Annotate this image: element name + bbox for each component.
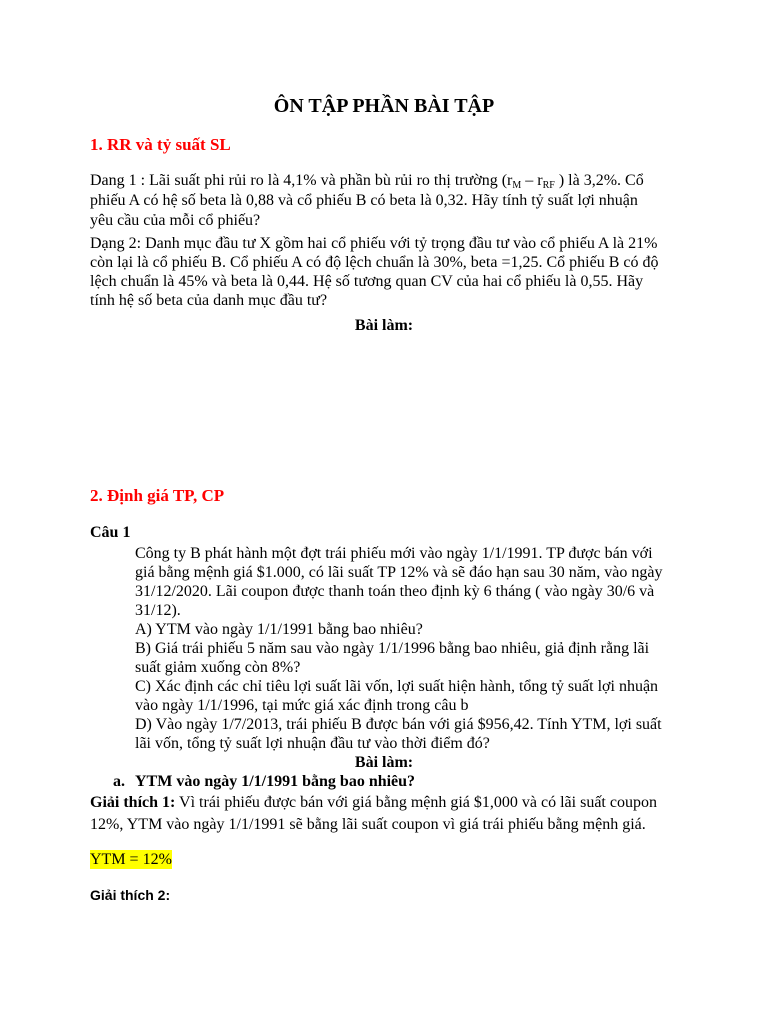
question-line-4: 31/12). bbox=[135, 602, 181, 619]
question-line-1: Công ty B phát hành một đợt trái phiếu mới vào ngày 1/1/1991. TP được bán với bbox=[135, 545, 653, 562]
dang1-line-3: yêu cầu của mỗi cổ phiếu? bbox=[90, 212, 261, 229]
explanation-2-label: Giải thích 2: bbox=[90, 887, 171, 903]
question-line-2: giá bằng mệnh giá $1.000, có lãi suất TP 12% và sẽ đáo hạn sau 30 năm, vào ngày bbox=[135, 564, 663, 581]
bai-lam-heading-1: Bài làm: bbox=[354, 317, 414, 334]
dang1-text-a: Dang 1 : Lãi suất phi rủi ro là 4,1% và phần bù rủi ro thị trường (r bbox=[90, 172, 513, 189]
explanation-1-line-1 bbox=[90, 793, 657, 812]
dang2-line-4: tính hệ số beta của danh mục đầu tư? bbox=[90, 292, 328, 309]
section-heading-rr: 1. RR và tỷ suất SL bbox=[90, 135, 231, 154]
dang1-line-1 bbox=[90, 171, 644, 190]
answer-a-heading: YTM vào ngày 1/1/1991 bằng bao nhiêu? bbox=[135, 773, 416, 790]
dang1-line-2: phiếu A có hệ số beta là 0,88 và cổ phiếu B có beta là 0,32. Hãy tính tỷ suất lợi nhuận bbox=[90, 192, 638, 209]
question-line-5: A) YTM vào ngày 1/1/1991 bằng bao nhiêu? bbox=[135, 621, 423, 638]
explanation-1-line-2: 12%, YTM vào ngày 1/1/1991 sẽ bằng lãi suất coupon vì giá trái phiếu bằng mệnh giá. bbox=[90, 816, 646, 833]
question-line-11: lãi vốn, tổng tỷ suất lợi nhuận đầu tư vào thời điểm đó? bbox=[135, 735, 490, 752]
question-line-10: D) Vào ngày 1/7/2013, trái phiếu B được bán với giá $956,42. Tính YTM, lợi suất bbox=[135, 716, 662, 733]
question-line-3: 31/12/2020. Lãi coupon được thanh toán theo định kỳ 6 tháng ( vào ngày 30/6 và bbox=[135, 583, 655, 600]
dang1-dash: – r bbox=[521, 172, 543, 189]
ytm-result-highlight: YTM = 12% bbox=[90, 851, 172, 868]
question-line-9: vào ngày 1/1/1996, tại mức giá xác định trong câu b bbox=[135, 697, 469, 714]
question-line-7: suất giảm xuống còn 8%? bbox=[135, 659, 301, 676]
dang1-text-b: ) là 3,2%. Cổ bbox=[554, 172, 644, 189]
question-line-6: B) Giá trái phiếu 5 năm sau vào ngày 1/1/1996 bằng bao nhiêu, giả định rằng lãi bbox=[135, 640, 650, 657]
dang2-line-1: Dạng 2: Danh mục đầu tư X gồm hai cổ phiếu với tỷ trọng đầu tư vào cổ phiếu A là 21% bbox=[90, 235, 658, 252]
dang2-line-2: còn lại là cổ phiếu B. Cổ phiếu A có độ lệch chuẩn là 30%, beta =1,25. Cổ phiếu B có độ bbox=[90, 254, 659, 271]
answer-a-marker: a. bbox=[113, 773, 125, 790]
question-line-8: C) Xác định các chỉ tiêu lợi suất lãi vốn, lợi suất hiện hành, tổng tỷ suất lợi nhuận bbox=[135, 678, 659, 695]
cau1-label: Câu 1 bbox=[90, 524, 131, 541]
explanation-1-text: Vì trái phiếu được bán với giá bằng mệnh giá $1,000 và có lãi suất coupon bbox=[175, 794, 657, 811]
explanation-1-label: Giải thích 1: bbox=[90, 794, 176, 811]
bai-lam-heading-2: Bài làm: bbox=[354, 754, 414, 771]
dang2-line-3: lệch chuẩn là 45% và beta là 0,44. Hệ số tương quan CV của hai cổ phiếu là 0,55. Hãy bbox=[90, 273, 644, 290]
subscript-m: M bbox=[512, 180, 522, 191]
section-heading-dinh-gia: 2. Định giá TP, CP bbox=[90, 486, 225, 505]
subscript-rf: RF bbox=[542, 180, 555, 191]
page-title: ÔN TẬP PHẦN BÀI TẬP bbox=[273, 95, 495, 117]
